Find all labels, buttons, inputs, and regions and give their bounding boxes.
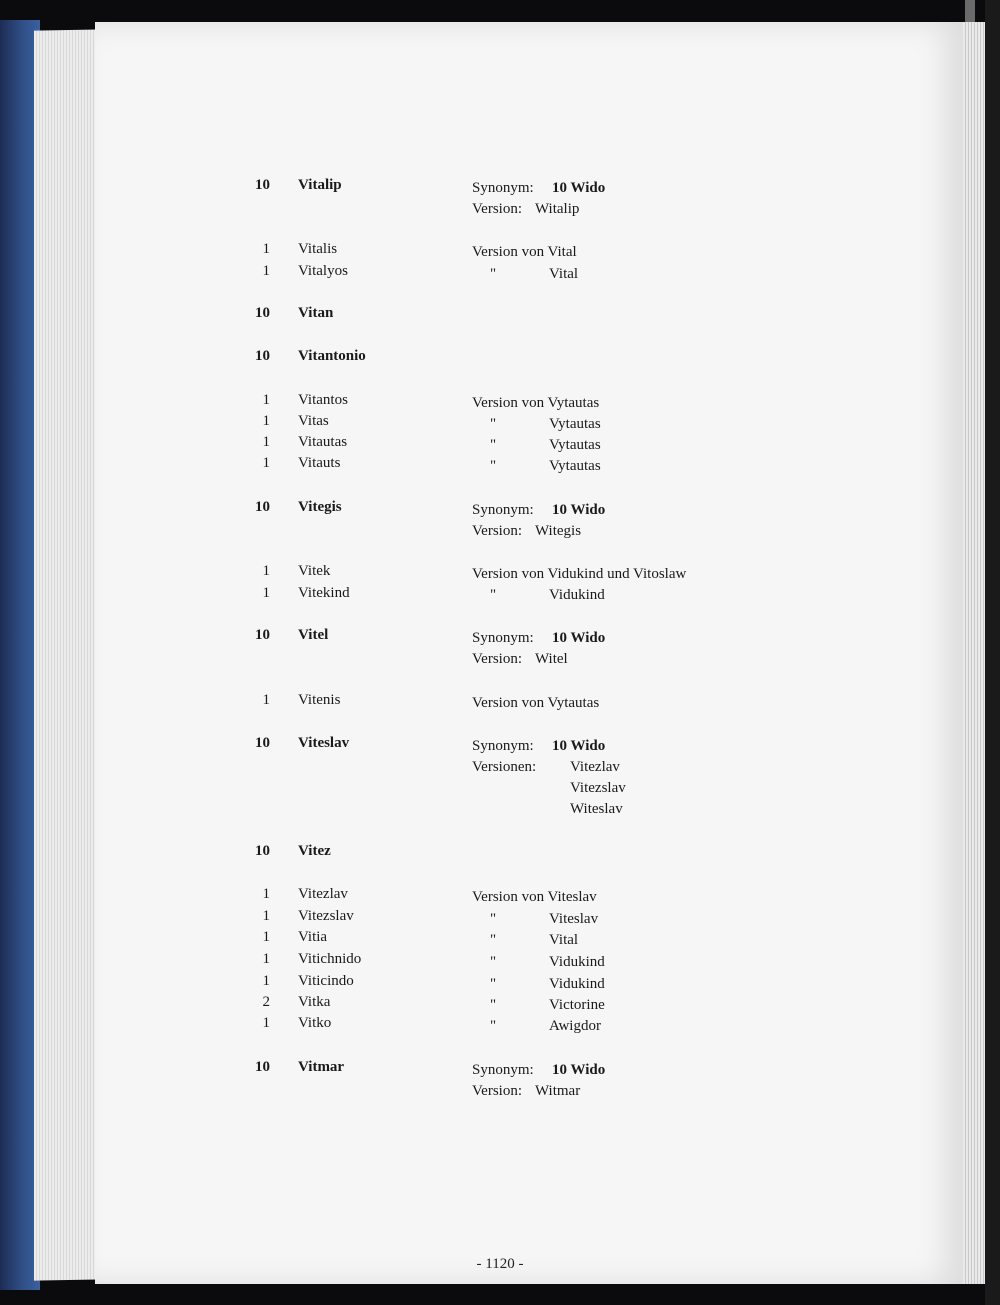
info-value: Witel bbox=[535, 651, 568, 667]
ditto-mark: " bbox=[490, 266, 497, 282]
entry-name: Vitegis bbox=[298, 499, 342, 515]
entry-row bbox=[0, 583, 1000, 607]
entry-row bbox=[0, 453, 1000, 477]
info-value: Vitezslav bbox=[570, 780, 626, 796]
entry-code: 1 bbox=[262, 1015, 270, 1031]
info-label: Synonym: bbox=[472, 738, 534, 754]
entry-code: 10 bbox=[255, 499, 270, 515]
ditto-mark: " bbox=[490, 458, 497, 474]
entry-code: 2 bbox=[262, 994, 270, 1010]
entry-code: 1 bbox=[262, 413, 270, 429]
info-value: Witeslav bbox=[570, 801, 623, 817]
info-value: Awigdor bbox=[549, 1018, 601, 1034]
info-value: Vidukind bbox=[549, 954, 605, 970]
info-label: Version: bbox=[472, 201, 522, 217]
info-value: Witalip bbox=[535, 201, 580, 217]
ditto-mark: " bbox=[490, 416, 497, 432]
entry-row bbox=[0, 303, 1000, 327]
entry-code: 1 bbox=[262, 392, 270, 408]
entry-code: 10 bbox=[255, 735, 270, 751]
info-value: Vytautas bbox=[549, 416, 601, 432]
info-label: Version von Vytautas bbox=[472, 695, 600, 711]
entry-code: 1 bbox=[262, 929, 270, 945]
entry-code: 10 bbox=[255, 843, 270, 859]
entry-code: 10 bbox=[255, 627, 270, 643]
entry-name: Vitantonio bbox=[298, 348, 366, 364]
info-value: 10 Wido bbox=[552, 180, 606, 196]
info-value: Vidukind bbox=[549, 587, 605, 603]
ditto-mark: " bbox=[490, 911, 497, 927]
entry-code: 1 bbox=[262, 908, 270, 924]
ditto-mark: " bbox=[490, 954, 497, 970]
entry-code: 1 bbox=[262, 692, 270, 708]
entry-name: Viteslav bbox=[298, 735, 350, 751]
info-label: Version: bbox=[472, 523, 522, 539]
info-label: Synonym: bbox=[472, 502, 534, 518]
entry-name: Vitenis bbox=[298, 692, 341, 708]
info-value: Vitezlav bbox=[570, 759, 620, 775]
info-label: Version von Vital bbox=[472, 244, 577, 260]
entry-name: Vitantos bbox=[298, 392, 348, 408]
entry-name: Vitan bbox=[298, 305, 334, 321]
info-value: Vital bbox=[549, 932, 579, 948]
info-label: Version von Vytautas bbox=[472, 395, 600, 411]
entry-name: Vitek bbox=[298, 563, 331, 579]
info-label: Version von Vidukind und Vitoslaw bbox=[472, 566, 687, 582]
entry-code: 10 bbox=[255, 348, 270, 364]
entry-name: Vitezlav bbox=[298, 886, 348, 902]
entry-code: 1 bbox=[262, 973, 270, 989]
entry-code: 1 bbox=[262, 455, 270, 471]
ditto-mark: " bbox=[490, 997, 497, 1013]
entry-code: 1 bbox=[262, 241, 270, 257]
entry-code: 1 bbox=[262, 951, 270, 967]
info-label: Version: bbox=[472, 651, 522, 667]
info-value: Vital bbox=[549, 266, 579, 282]
info-value: Viteslav bbox=[549, 911, 599, 927]
entry-name: Vitez bbox=[298, 843, 331, 859]
info-value: Vytautas bbox=[549, 458, 601, 474]
info-label: Synonym: bbox=[472, 1062, 534, 1078]
entry-row bbox=[0, 1013, 1000, 1037]
info-value: Witegis bbox=[535, 523, 582, 539]
info-label: Synonym: bbox=[472, 180, 534, 196]
entry-name: Vitalis bbox=[298, 241, 338, 257]
entry-name: Vitalip bbox=[298, 177, 342, 193]
entry-name: Vitmar bbox=[298, 1059, 345, 1075]
page-number: - 1120 - bbox=[476, 1256, 524, 1272]
info-label: Version von Viteslav bbox=[472, 889, 597, 905]
entry-name: Vitalyos bbox=[298, 263, 348, 279]
entry-code: 1 bbox=[262, 563, 270, 579]
info-value: Witmar bbox=[535, 1083, 581, 1099]
entry-row bbox=[0, 261, 1000, 285]
ditto-mark: " bbox=[490, 1018, 497, 1034]
entry-name: Vitel bbox=[298, 627, 329, 643]
info-value: Vidukind bbox=[549, 976, 605, 992]
entry-name: Vitko bbox=[298, 1015, 332, 1031]
entry-name: Vitichnido bbox=[298, 951, 362, 967]
info-value: 10 Wido bbox=[552, 502, 606, 518]
entry-code: 10 bbox=[255, 1059, 270, 1075]
entry-name: Viticindo bbox=[298, 973, 354, 989]
ditto-mark: " bbox=[490, 976, 497, 992]
info-value: 10 Wido bbox=[552, 738, 606, 754]
entry-name: Vitka bbox=[298, 994, 331, 1010]
entry-name: Vitas bbox=[298, 413, 329, 429]
page-edges-left bbox=[34, 29, 104, 1280]
info-label: Synonym: bbox=[472, 630, 534, 646]
entry-name: Vitauts bbox=[298, 455, 341, 471]
ditto-mark: " bbox=[490, 437, 497, 453]
entry-code: 1 bbox=[262, 886, 270, 902]
entry-code: 1 bbox=[262, 263, 270, 279]
bookmark-ribbon bbox=[965, 0, 975, 22]
ditto-mark: " bbox=[490, 587, 497, 603]
entry-row bbox=[0, 949, 1000, 973]
ditto-mark: " bbox=[490, 932, 497, 948]
entry-name: Vitautas bbox=[298, 434, 348, 450]
info-label: Versionen: bbox=[472, 759, 537, 775]
info-value: 10 Wido bbox=[552, 630, 606, 646]
entry-row bbox=[0, 841, 1000, 865]
entry-code: 10 bbox=[255, 305, 270, 321]
entry-name: Vitia bbox=[298, 929, 328, 945]
entry-code: 10 bbox=[255, 177, 270, 193]
entry-name: Vitekind bbox=[298, 585, 350, 601]
entry-row bbox=[0, 346, 1000, 370]
book-page bbox=[95, 22, 963, 1284]
entry-name: Vitezslav bbox=[298, 908, 354, 924]
info-value: 10 Wido bbox=[552, 1062, 606, 1078]
info-value: Vytautas bbox=[549, 437, 601, 453]
info-label: Version: bbox=[472, 1083, 522, 1099]
info-value: Victorine bbox=[549, 997, 605, 1013]
entry-code: 1 bbox=[262, 585, 270, 601]
entry-row bbox=[0, 927, 1000, 951]
entry-code: 1 bbox=[262, 434, 270, 450]
page-edges-right bbox=[963, 22, 985, 1284]
